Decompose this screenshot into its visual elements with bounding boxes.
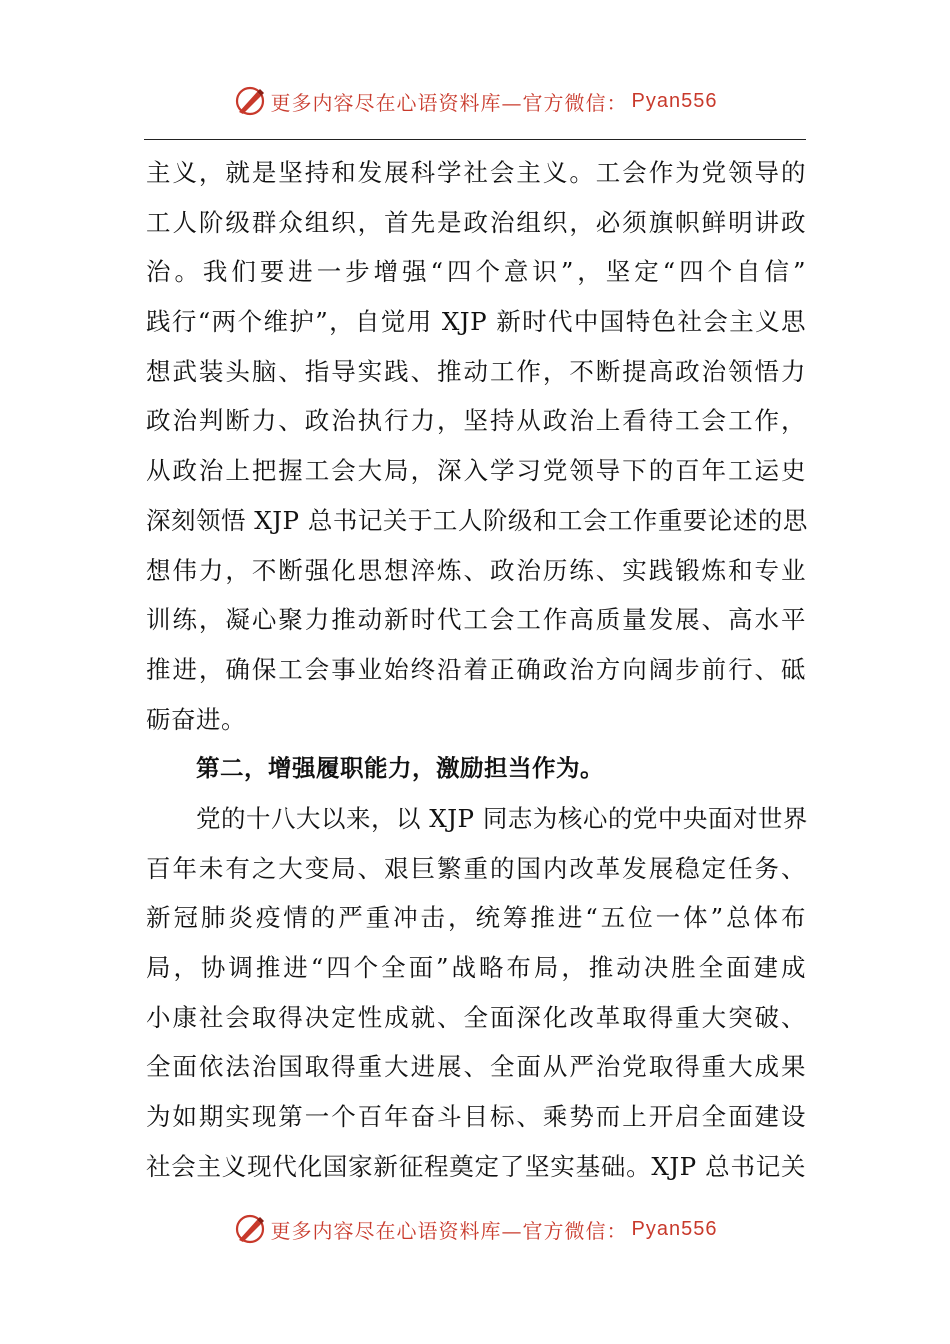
text-line: 从政治上把握工会大局，深入学习党领导下的百年工运史 bbox=[146, 456, 806, 486]
text-line: 新冠肺炎疫情的严重冲击，统筹推进“五位一体”总体布 bbox=[146, 903, 806, 933]
text-line: 局，协调推进“四个全面”战略布局，推动决胜全面建成 bbox=[146, 953, 806, 982]
pen-logo-icon bbox=[233, 1212, 267, 1246]
text-line: 政治判断力、政治执行力，坚持从政治上看待工会工作， bbox=[146, 406, 806, 436]
text-line: 小康社会取得决定性成就、全面深化改革取得重大突破、 bbox=[146, 1002, 806, 1032]
text-line: 百年未有之大变局、艰巨繁重的国内改革发展稳定任务、 bbox=[146, 853, 806, 883]
text-line: 推进，确保工会事业始终沿着正确政治方向阔步前行、砥 bbox=[146, 654, 806, 684]
text-line: 想伟力，不断强化思想淬炼、政治历练、实践锻炼和专业 bbox=[146, 555, 806, 585]
text-line: 训练，凝心聚力推动新时代工会工作高质量发展、高水平 bbox=[146, 605, 806, 635]
watermark-handle: Pyan556 bbox=[631, 1217, 718, 1240]
header-rule bbox=[144, 139, 806, 140]
text-line: 主义，就是坚持和发展科学社会主义。工会作为党领导的 bbox=[146, 158, 806, 187]
text-line: 深刻领悟 XJP 总书记关于工人阶级和工会工作重要论述的思 bbox=[146, 505, 808, 535]
watermark-banner-bottom bbox=[0, 1212, 950, 1246]
text-line: 治。我们要进一步增强“四个意识”，坚定“四个自信” bbox=[146, 257, 806, 287]
section-heading: 第二，增强履职能力，激励担当作为。 bbox=[196, 754, 604, 783]
watermark-handle: Pyan556 bbox=[631, 89, 718, 112]
text-line: 党的十八大以来，以 XJP 同志为核心的党中央面对世界 bbox=[196, 803, 808, 833]
text-line: 想武装头脑、指导实践、推动工作，不断提高政治领悟力 bbox=[146, 356, 806, 386]
text-line: 为如期实现第一个百年奋斗目标、乘势而上开启全面建设 bbox=[146, 1102, 806, 1132]
text-line: 社会主义现代化国家新征程奠定了坚实基础。XJP 总书记关 bbox=[146, 1151, 806, 1181]
text-line: 全面依法治国取得重大进展、全面从严治党取得重大成果 bbox=[146, 1052, 806, 1082]
text-line: 工人阶级群众组织，首先是政治组织，必须旗帜鲜明讲政 bbox=[146, 207, 806, 237]
text-line: 践行“两个维护”，自觉用 XJP 新时代中国特色社会主义思 bbox=[146, 307, 806, 337]
text-line: 砺奋进。 bbox=[146, 704, 246, 734]
document-body bbox=[146, 148, 806, 1191]
pen-logo-icon bbox=[233, 84, 267, 118]
watermark-banner-top bbox=[0, 84, 950, 118]
watermark-text: 更多内容尽在心语资料库—官方微信： bbox=[270, 90, 628, 115]
watermark-text: 更多内容尽在心语资料库—官方微信： bbox=[270, 1218, 628, 1243]
